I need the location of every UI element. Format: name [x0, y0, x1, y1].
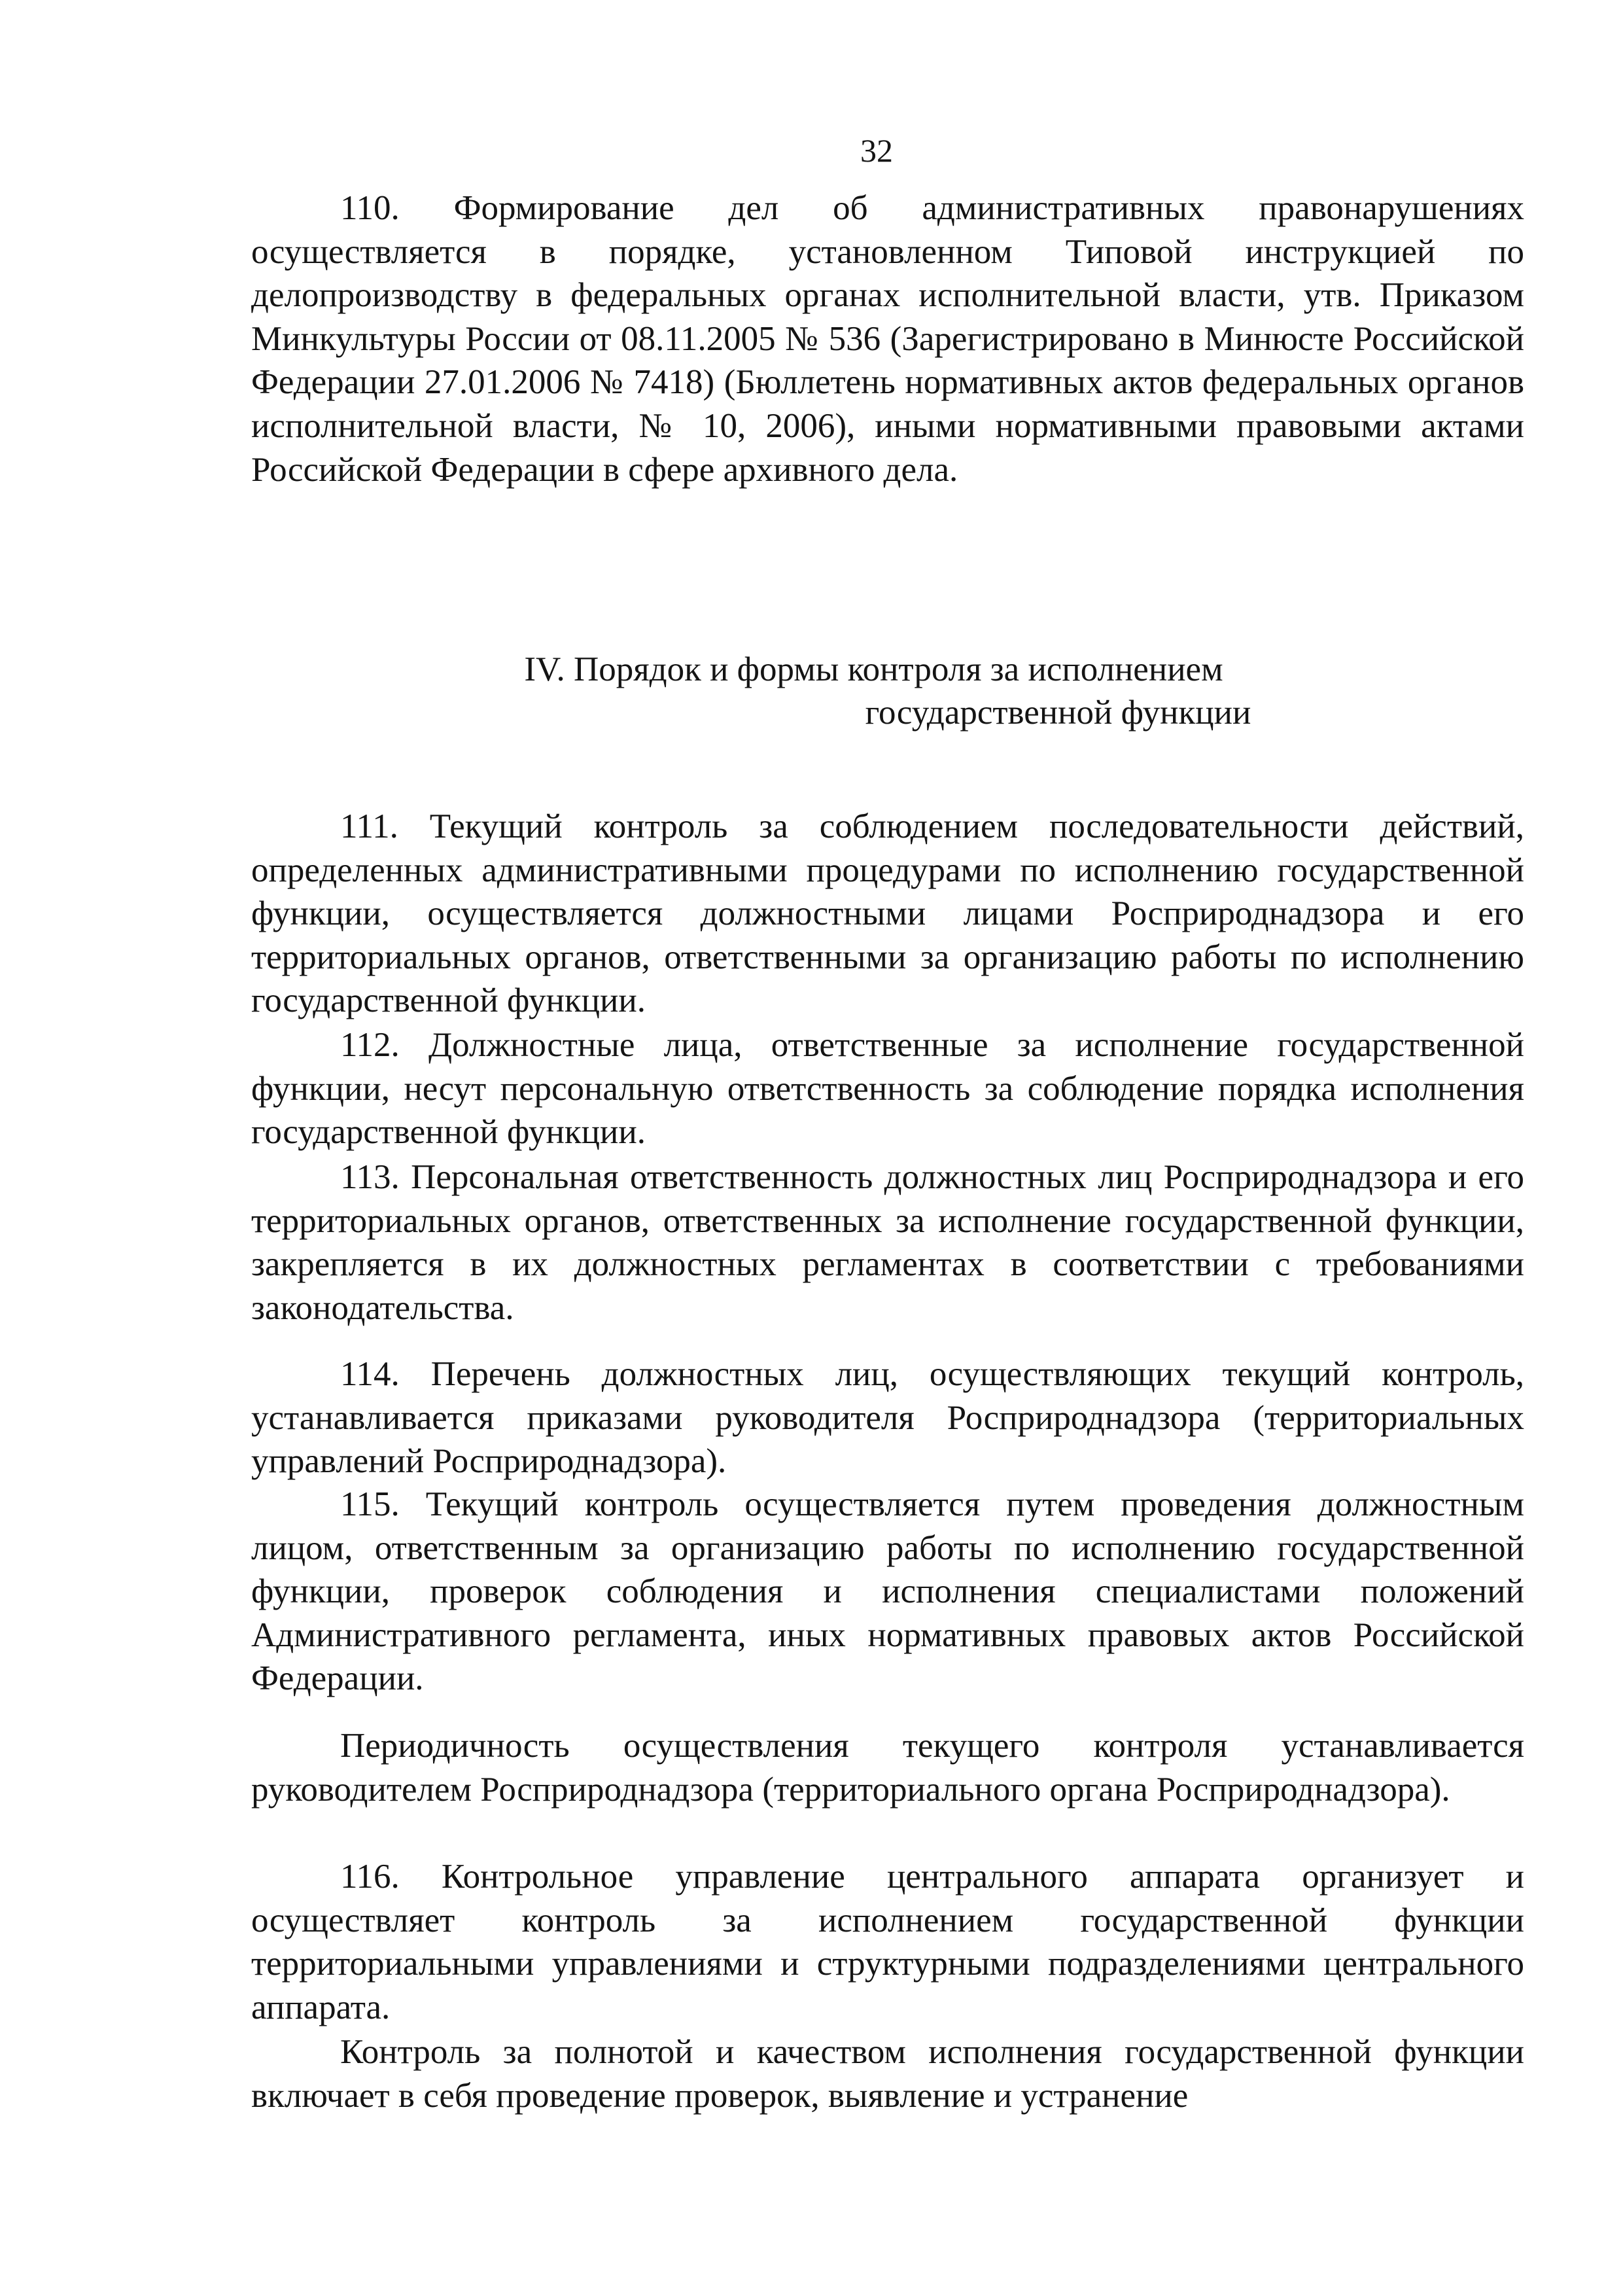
paragraph-116: 116. Контрольное управление центрального аппарата организует и осуществляет контроль за исполнением государственной функции территориальными управлениями и структурными подразделениями центрального аппарата. — [251, 1858, 1524, 2026]
paragraph-115-periodicity: Периодичность осуществления текущего контроля устанавливается руководителем Росприроднадзора (территориального органа Росприроднадзора). — [251, 1727, 1524, 1809]
paragraph-116-control-scope: Контроль за полнотой и качеством исполнения государственной функции включает в себя проведение проверок, выявление и устранение — [251, 2033, 1524, 2115]
paragraph-111: 111. Текущий контроль за соблюдением последовательности действий, определенных административными процедурами по исполнению государственной функции, осуществляется должностными лицами Росприроднадзора и его территориальных органов, ответственными за организацию работы по исполнению государственной функции. — [251, 807, 1524, 1020]
section-heading-line-1: IV. Порядок и формы контроля за исполнением — [524, 650, 1223, 688]
paragraph-110: 110. Формирование дел об административных правонарушениях осуществляется в порядке, установленном Типовой инструкцией по делопроизводству в федеральных органах исполнительной власти, утв. Приказом Минкультуры России от 08.11.2005 № 536 (Зарегистрировано в Минюсте Российской Федерации 27.01.2006 № 7418) (Бюллетень нормативных актов федеральных органов исполнительной власти, № 10, 2006), иными нормативными правовыми актами Российской Федерации в сфере архивного дела. — [251, 189, 1524, 489]
page-number: 32 — [860, 132, 893, 169]
section-heading — [251, 648, 1623, 734]
paragraph-114: 114. Перечень должностных лиц, осуществляющих текущий контроль, устанавливается приказами руководителя Росприроднадзора (территориальных управлений Росприроднадзора). — [251, 1355, 1524, 1481]
section-heading-line-2: государственной функции — [865, 694, 1251, 732]
paragraph-115: 115. Текущий контроль осуществляется путем проведения должностным лицом, ответственным за организацию работы по исполнению государственной функции, проверок соблюдения и исполнения специалистами положений Административного регламента, иных нормативных правовых актов Российской Федерации. — [251, 1485, 1524, 1698]
paragraph-112: 112. Должностные лица, ответственные за исполнение государственной функции, несут персональную ответственность за соблюдение порядка исполнения государственной функции. — [251, 1026, 1524, 1152]
paragraph-113: 113. Персональная ответственность должностных лиц Росприроднадзора и его территориальных органов, ответственных за исполнение государственной функции, закрепляется в их должностных регламентах в соответствии с требованиями законодательства. — [251, 1158, 1524, 1327]
